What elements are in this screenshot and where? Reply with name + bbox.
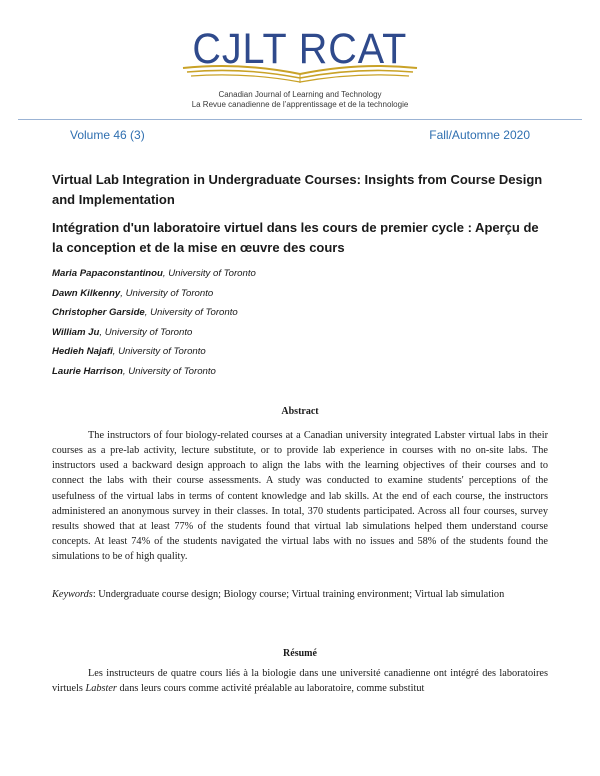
abstract-text: The instructors of four biology-related courses at a Canadian university integrated Labster virtual labs in their courses as a pre-lab activity, lecture substitute, or to provide lab experience in courses with no on-site labs. The instructors used a backward design approach to align the labs with the learning objectives of their courses and to connect the labs with their course assessments. A study was conducted to examine students' perceptions of the usefulness of the virtual labs in terms of content knowledge and lab skills. At the end of each course, the instructors administered an anonymous survey in their classes. In total, 370 students participated. Across all four courses, survey results showed that at least 77% of the students found that virtual lab simulations helped them understand course concepts. At least 74% of the students navigated the virtual labs with no issues and 58% of the students found the simulations to be of high quality. bbox=[52, 430, 548, 563]
season-label: Fall/Automne 2020 bbox=[429, 128, 530, 142]
resume-text-part-2: dans leurs cours comme activité préalable au laboratoire, comme substitut bbox=[116, 683, 425, 695]
keywords-label: Keywords bbox=[52, 589, 93, 600]
article-title-fr: Intégration d'un laboratoire virtuel dans les cours de premier cycle : Aperçu de la conception et de la mise en œuvre des cours bbox=[52, 220, 539, 255]
subtitle-en: Canadian Journal of Learning and Technology bbox=[218, 90, 382, 99]
author-affiliation: , University of Toronto bbox=[120, 287, 214, 299]
volume-label: Volume 46 (3) bbox=[70, 128, 145, 142]
abstract-heading: Abstract bbox=[281, 406, 319, 417]
author-name: Laurie Harrison bbox=[52, 365, 123, 377]
author-name: Christopher Garside bbox=[52, 307, 145, 319]
author-line bbox=[52, 303, 552, 323]
author-line bbox=[52, 264, 552, 284]
open-book-icon bbox=[181, 62, 419, 84]
author-line bbox=[52, 284, 552, 304]
author-affiliation: , University of Toronto bbox=[162, 268, 256, 279]
logo-title: CJLT RCAT bbox=[192, 25, 408, 73]
article-title-en: Virtual Lab Integration in Undergraduate Courses: Insights from Course Design and Implementation bbox=[52, 172, 543, 207]
author-affiliation: , University of Toronto bbox=[122, 365, 216, 377]
author-line bbox=[52, 342, 552, 362]
subtitle-fr: La Revue canadienne de l’apprentissage et de la technologie bbox=[191, 100, 409, 109]
keywords-text: : Undergraduate course design; Biology course; Virtual training environment; Virtual lab simulation bbox=[92, 589, 505, 600]
author-line bbox=[52, 323, 552, 343]
author-name: Dawn Kilkenny bbox=[52, 287, 121, 299]
author-line bbox=[52, 362, 552, 382]
keywords bbox=[52, 587, 548, 602]
author-list bbox=[52, 264, 552, 382]
author-name: Hedieh Najafi bbox=[52, 346, 113, 358]
author-name: Maria Papaconstantinou bbox=[52, 268, 163, 279]
resume-text bbox=[52, 666, 548, 696]
author-affiliation: , University of Toronto bbox=[99, 326, 193, 338]
resume-text-italic: Labster bbox=[85, 683, 117, 695]
resume-heading: Résumé bbox=[283, 648, 317, 659]
resume-text-part-1: Les instructeurs de quatre cours liés à la biologie dans une université canadienne ont intégré des laboratoires virtuels bbox=[52, 668, 548, 695]
author-affiliation: , University of Toronto bbox=[144, 307, 238, 319]
author-affiliation: , University of Toronto bbox=[112, 346, 206, 358]
header-divider bbox=[18, 119, 582, 120]
author-name: William Ju bbox=[52, 326, 100, 338]
journal-subtitle bbox=[0, 90, 600, 110]
